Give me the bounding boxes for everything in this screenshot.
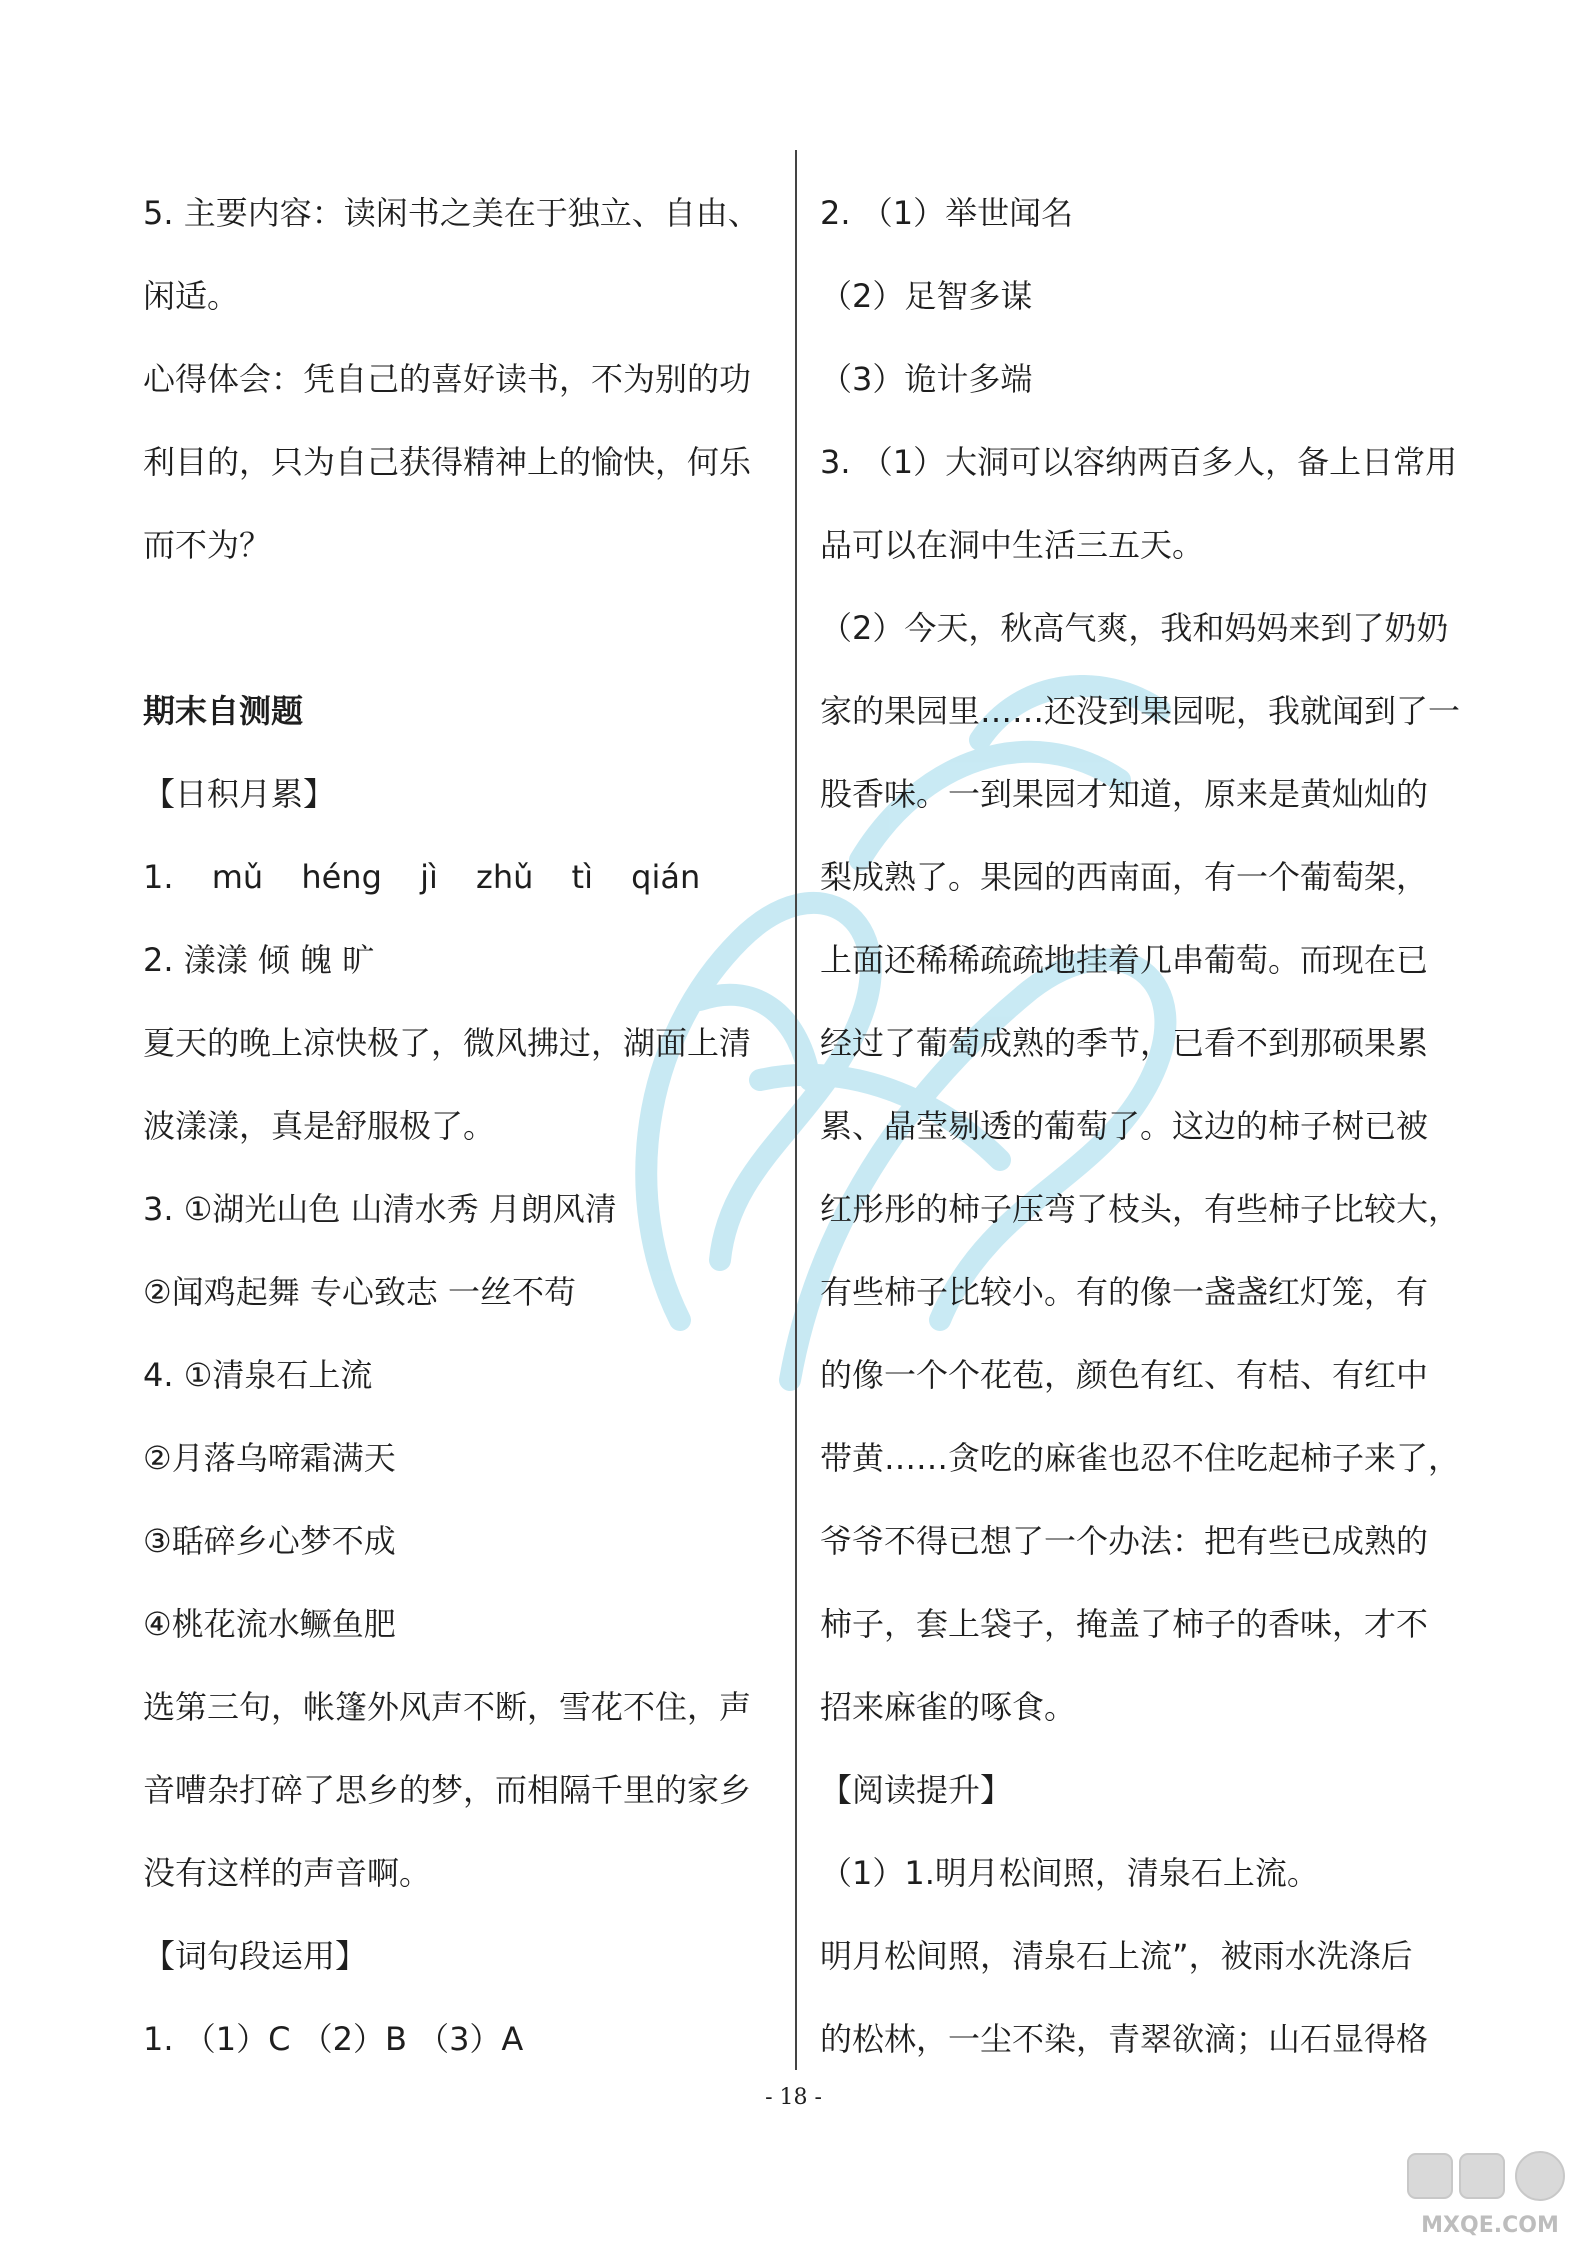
- text-line: 3. （1）大洞可以容纳两百多人，备上日常用: [820, 443, 1458, 481]
- text-line: 带黄……贪吃的麻雀也忍不住吃起柿子来了，: [820, 1439, 1461, 1477]
- column-divider: [795, 150, 797, 2070]
- pinyin-line: 1. mǔ héng jì zhǔ tì qián: [143, 858, 701, 896]
- text-line: 选第三句，帐篷外风声不断，雪花不住，声: [143, 1688, 752, 1726]
- text-line: 累、晶莹剔透的葡萄了。这边的柿子树已被: [820, 1107, 1429, 1145]
- text-line: 1. （1）C （2）B （3）A: [143, 2020, 524, 2058]
- text-line: （3）诡计多端: [820, 360, 1033, 398]
- text-line: 有些柿子比较小。有的像一盏盏红灯笼，有: [820, 1273, 1429, 1311]
- blank-line: [143, 587, 783, 670]
- text-line: 心得体会：凭自己的喜好读书，不为别的功: [143, 360, 752, 398]
- subsection-heading: 【日积月累】: [143, 775, 336, 813]
- text-line: 闲适。: [143, 277, 240, 315]
- text-line: 而不为？: [143, 526, 272, 564]
- text-line: 上面还稀稀疏疏地挂着几串葡萄。而现在已: [820, 941, 1429, 979]
- text-line: 股香味。一到果园才知道，原来是黄灿灿的: [820, 775, 1429, 813]
- text-line: ②闻鸡起舞 专心致志 一丝不苟: [143, 1273, 577, 1311]
- text-line: 4. ①清泉石上流: [143, 1356, 373, 1394]
- text-line: 的像一个个花苞，颜色有红、有桔、有红中: [820, 1356, 1429, 1394]
- text-line: ③聒碎乡心梦不成: [143, 1522, 396, 1560]
- text-line: 3. ①湖光山色 山清水秀 月朗风清: [143, 1190, 617, 1228]
- subsection-heading: 【词句段运用】: [143, 1937, 368, 1975]
- text-line: 招来麻雀的啄食。: [820, 1688, 1077, 1726]
- text-line: 2. 漾漾 倾 魄 旷: [143, 941, 375, 979]
- text-line: 利目的，只为自己获得精神上的愉快，何乐: [143, 443, 752, 481]
- text-line: 音嘈杂打碎了思乡的梦，而相隔千里的家乡: [143, 1771, 752, 1809]
- corner-watermark-logo: [1400, 2148, 1580, 2240]
- text-line: （1）1.明月松间照，清泉石上流。: [820, 1854, 1319, 1892]
- section-heading: 期末自测题: [143, 692, 304, 730]
- page-number: - 18 -: [765, 2085, 822, 2110]
- corner-watermark-text: MXQE.COM: [1421, 2213, 1559, 2238]
- text-line: 明月松间照，清泉石上流”，被雨水洗涤后: [820, 1937, 1413, 1975]
- right-column: [820, 172, 1460, 2081]
- text-line: 家的果园里……还没到果园呢，我就闻到了一: [820, 692, 1461, 730]
- text-line: 经过了葡萄成熟的季节，已看不到那硕果累: [820, 1024, 1429, 1062]
- text-line: 爷爷不得已想了一个办法：把有些已成熟的: [820, 1522, 1429, 1560]
- text-line: 柿子，套上袋子，掩盖了柿子的香味，才不: [820, 1605, 1429, 1643]
- text-line: （2）今天，秋高气爽，我和妈妈来到了奶奶: [820, 609, 1449, 647]
- text-line: ④桃花流水鳜鱼肥: [143, 1605, 396, 1643]
- text-line: 梨成熟了。果园的西南面，有一个葡萄架，: [820, 858, 1429, 896]
- text-line: 红彤彤的柿子压弯了枝头，有些柿子比较大，: [820, 1190, 1461, 1228]
- text-line: ②月落乌啼霜满天: [143, 1439, 396, 1477]
- text-line: （2）足智多谋: [820, 277, 1033, 315]
- text-line: 夏天的晚上凉快极了，微风拂过，湖面上清: [143, 1024, 752, 1062]
- text-line: 品可以在洞中生活三五天。: [820, 526, 1205, 564]
- text-line: 没有这样的声音啊。: [143, 1854, 432, 1892]
- left-column: [143, 172, 783, 2081]
- text-line: 波漾漾，真是舒服极了。: [143, 1107, 496, 1145]
- text-line: 的松林，一尘不染，青翠欲滴；山石显得格: [820, 2020, 1429, 2058]
- subsection-heading: 【阅读提升】: [820, 1771, 1013, 1809]
- text-line: 5. 主要内容：读闲书之美在于独立、自由、: [143, 194, 760, 232]
- text-line: 2. （1）举世闻名: [820, 194, 1074, 232]
